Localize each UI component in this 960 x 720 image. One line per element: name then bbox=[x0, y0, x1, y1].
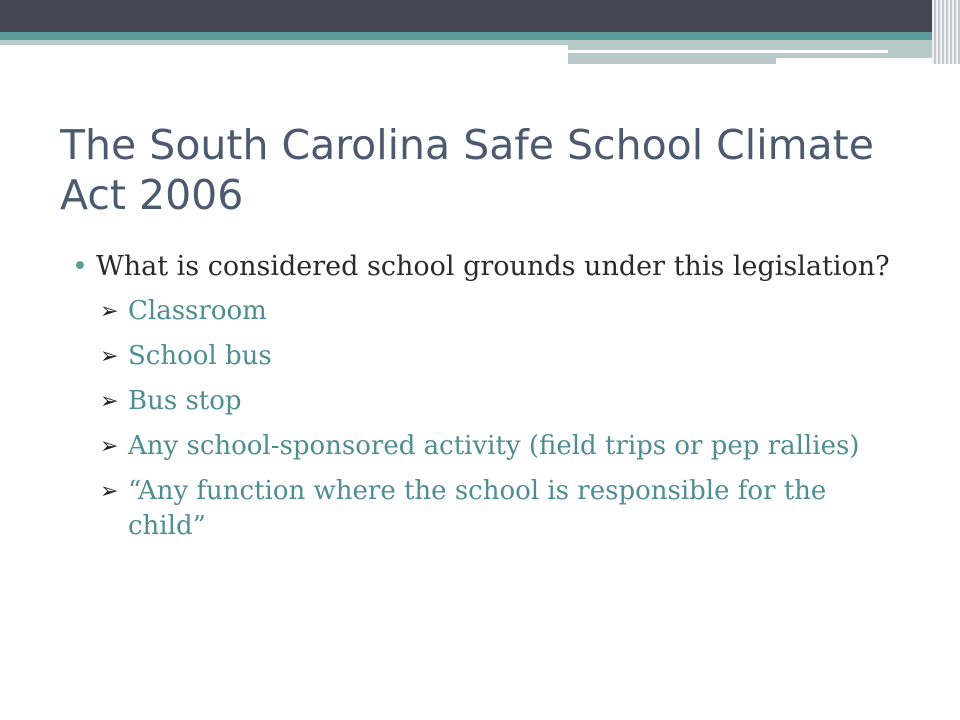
slide-title: The South Carolina Safe School Climate Act 2006 bbox=[60, 121, 874, 219]
list-item-text: School bus bbox=[128, 341, 272, 371]
header-bar-dark bbox=[0, 0, 960, 32]
header-bar-teal bbox=[0, 32, 960, 40]
list-item-text: Classroom bbox=[128, 296, 267, 326]
list-item-text: “Any function where the school is responsible for the child” bbox=[128, 476, 827, 541]
list-item-school-bus bbox=[70, 339, 890, 374]
list-item-text: Any school-sponsored activity (field trips or pep rallies) bbox=[128, 431, 860, 461]
header-stripes bbox=[932, 0, 960, 64]
arrow-bullet-icon: ➢ bbox=[100, 299, 119, 324]
arrow-bullet-icon: ➢ bbox=[100, 479, 119, 504]
list-item-bus-stop bbox=[70, 384, 890, 419]
header-bar-light-left bbox=[0, 40, 568, 45]
bullet-question-text: What is considered school grounds under this legislation? bbox=[96, 251, 890, 282]
list-item-classroom bbox=[70, 294, 890, 329]
arrow-bullet-icon: ➢ bbox=[100, 434, 119, 459]
list-item-any-function bbox=[70, 474, 890, 544]
list-item-text: Bus stop bbox=[128, 386, 242, 416]
arrow-bullet-icon: ➢ bbox=[100, 344, 119, 369]
header-bar-highlight bbox=[568, 50, 888, 53]
school-grounds-list bbox=[70, 294, 890, 544]
bullet-dot-icon: • bbox=[72, 251, 88, 282]
bullet-question bbox=[70, 248, 890, 286]
slide-body bbox=[70, 248, 890, 554]
list-item-sponsored-activity bbox=[70, 429, 890, 464]
arrow-bullet-icon: ➢ bbox=[100, 389, 119, 414]
